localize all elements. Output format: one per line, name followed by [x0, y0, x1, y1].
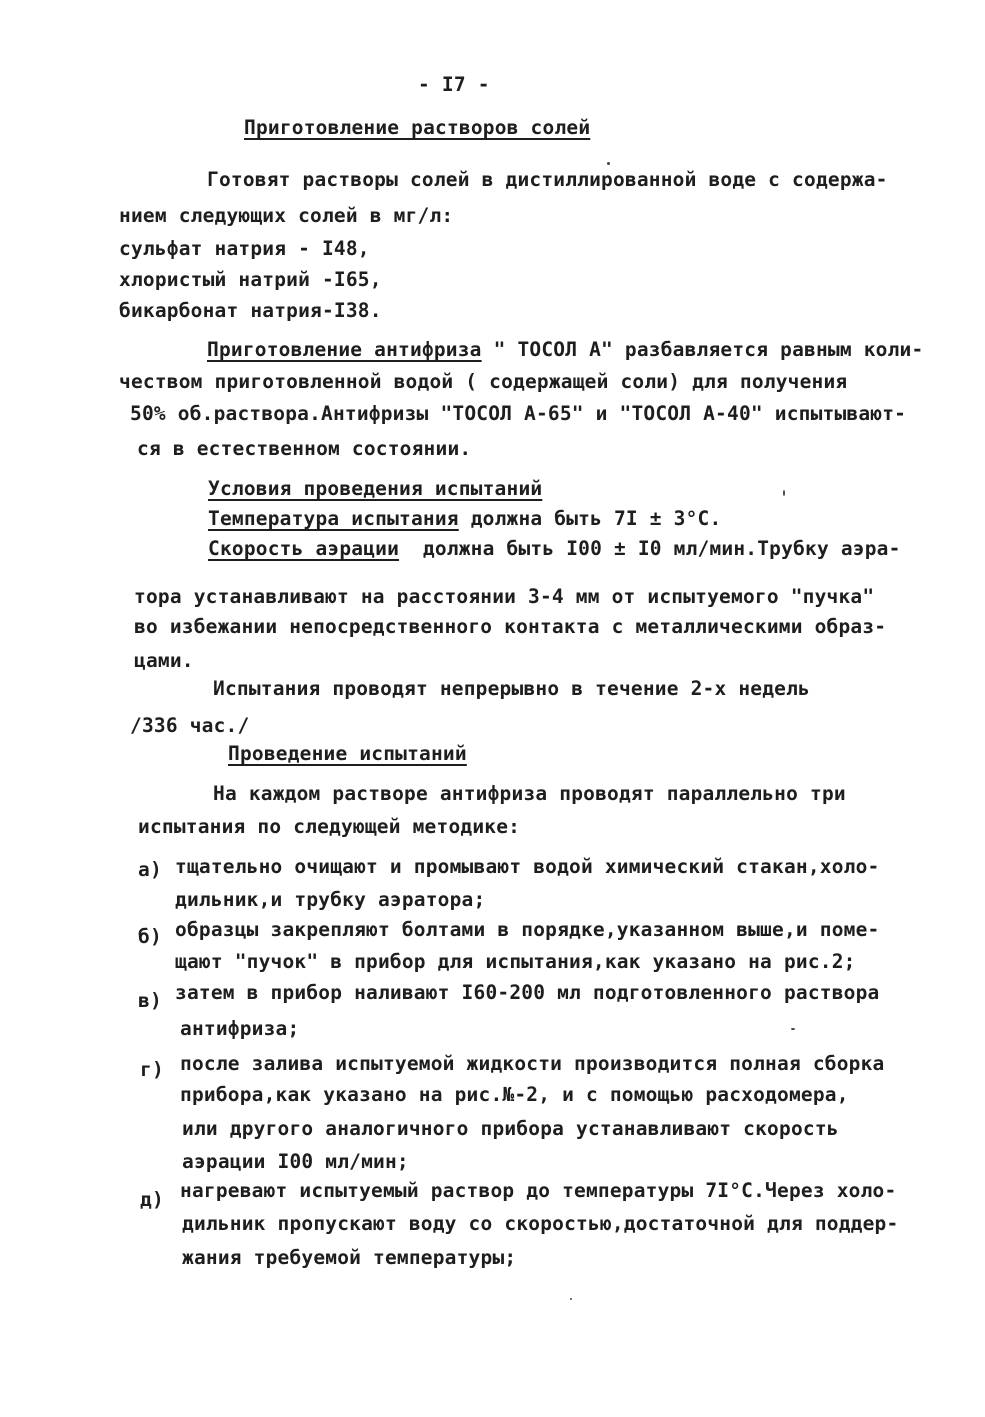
aeration-label: Скорость аэрации: [208, 537, 400, 560]
paragraph-line: тора устанавливают на расстоянии 3-4 мм от испытуемого "пучка": [134, 585, 875, 608]
paragraph-line: [208, 507, 721, 531]
step-line: образцы закрепляют болтами в порядке,указанном выше,и поме-: [175, 918, 880, 941]
paragraph-line: На каждом растворе антифриза проводят параллельно три: [213, 782, 846, 805]
section-heading-salts: Приготовление растворов солей: [244, 116, 591, 139]
step-marker: а): [138, 858, 162, 881]
paragraph-line: испытания по следующей методике:: [138, 815, 521, 838]
paragraph-line: ся в естественном состоянии.: [137, 437, 472, 460]
paragraph-line: нием следующих солей в мг/л:: [119, 204, 454, 227]
step-line: жания требуемой температуры;: [182, 1246, 517, 1269]
step-marker: в): [138, 989, 162, 1012]
paragraph-text: " ТОСОЛ А" разбавляется равным коли-: [481, 338, 924, 361]
step-line: затем в прибор наливают I60-200 мл подготовленного раствора: [175, 981, 880, 1004]
step-line: антифриза;: [180, 1017, 300, 1040]
step-line: нагревают испытуемый раствор до температуры 7I°С.Через холо-: [180, 1179, 897, 1202]
section-heading-procedure: Проведение испытаний: [228, 742, 467, 765]
step-line: аэрации I00 мл/мин;: [182, 1150, 409, 1173]
paragraph-line: [208, 537, 901, 561]
scan-speck: [607, 162, 610, 165]
paragraph-line: чеством приготовленной водой ( содержащей соли) для получения: [119, 370, 848, 393]
section-heading-conditions: Условия проведения испытаний: [208, 477, 543, 500]
step-line: прибора,как указано на рис.№-2, и с помощью расходомера,: [180, 1083, 849, 1106]
step-line: тщательно очищают и промывают водой химический стакан,холо-: [175, 855, 880, 878]
step-marker: г): [140, 1058, 164, 1081]
step-line: после залива испытуемой жидкости производится полная сборка: [180, 1052, 885, 1075]
paragraph-line: [207, 338, 923, 362]
step-marker: б): [138, 925, 162, 948]
scan-speck: [570, 1298, 572, 1300]
salt-item: бикарбонат натрия-I38.: [119, 299, 382, 322]
step-line: щают "пучок" в прибор для испытания,как указано на рис.2;: [175, 950, 856, 973]
paragraph-text: должна быть I00 ± I0 мл/мин.Трубку аэра-: [399, 537, 901, 560]
paragraph-text: должна быть 7I ± 3°С.: [458, 507, 722, 530]
scan-speck: [791, 1028, 795, 1030]
step-marker: д): [140, 1188, 164, 1211]
section-heading-antifreeze: Приготовление антифриза: [207, 338, 482, 361]
salt-item: сульфат натрия - I48,: [119, 237, 370, 260]
paragraph-line: Испытания проводят непрерывно в течение 2-х недель: [213, 677, 810, 700]
temperature-label: Температура испытания: [208, 507, 459, 530]
paragraph-line: 50% об.раствора.Антифризы "ТОСОЛ А-65" и "ТОСОЛ А-40" испытывают-: [130, 402, 907, 425]
paragraph-line: во избежании непосредственного контакта с металлическими образ-: [134, 615, 887, 638]
step-line: дильник,и трубку аэратора;: [175, 888, 486, 911]
step-line: или другого аналогичного прибора устанавливают скорость: [182, 1117, 839, 1140]
paragraph-line: /336 час./: [130, 714, 250, 737]
step-line: дильник пропускают воду со скоростью,достаточной для поддер-: [182, 1212, 899, 1235]
scan-speck: [783, 490, 785, 496]
paragraph-line: цами.: [134, 649, 194, 672]
paragraph-line: Готовят растворы солей в дистиллированной воде с содержа-: [207, 168, 888, 191]
salt-item: хлористый натрий -I65,: [119, 268, 382, 291]
page-number: - I7 -: [418, 73, 490, 96]
